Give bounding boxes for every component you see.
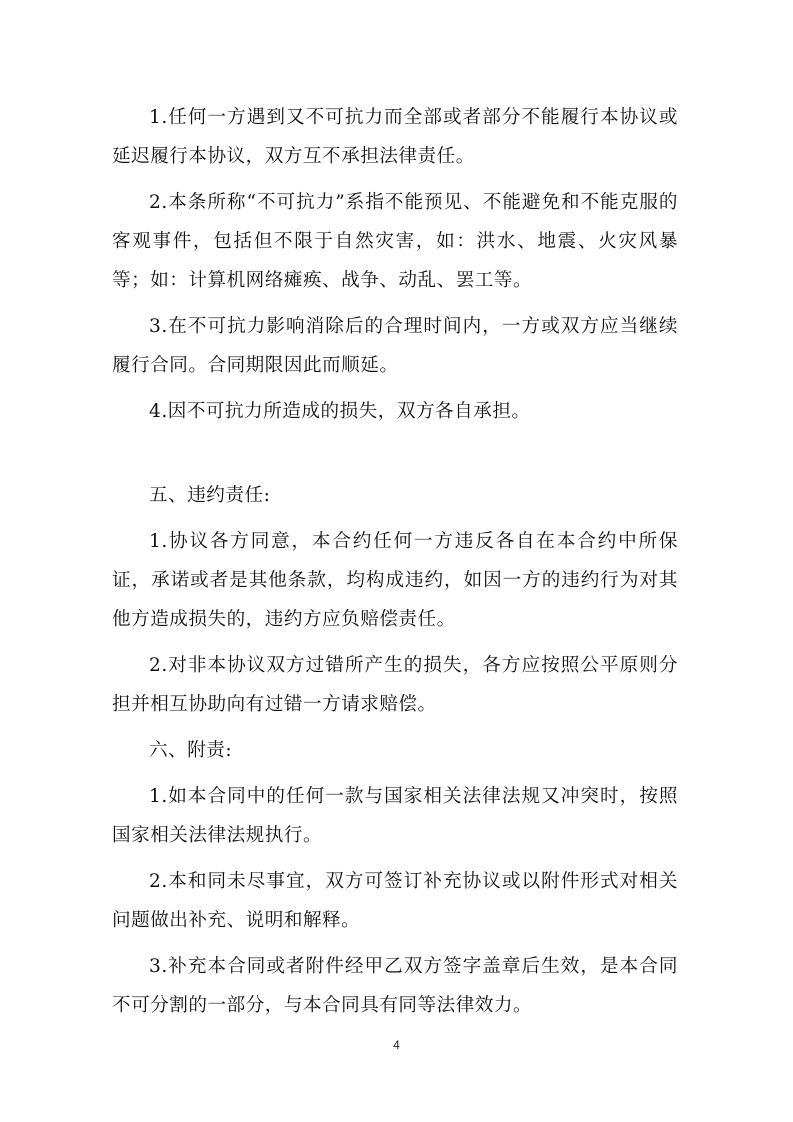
force-majeure-clause-3: 3.在不可抗力影响消除后的合理时间内，一方或双方应当继续履行合同。合同期限因此而顺延。 bbox=[112, 316, 678, 376]
section-spacing bbox=[112, 438, 678, 476]
appendix-clause-1: 1.如本合同中的任何一款与国家相关法律法规又冲突时，按照国家相关法律法规执行。 bbox=[112, 786, 678, 846]
breach-clause-1: 1.协议各方同意，本合约任何一方违反各自在本合约中所保证，承诺或者是其他条款，均构成违约，如因一方的违约行为对其他方造成损失的，违约方应负赔偿责任。 bbox=[112, 531, 678, 630]
appendix-clause-2: 2.本和同未尽事宜，双方可签订补充协议或以附件形式对相关问题做出补充、说明和解释。 bbox=[112, 871, 678, 931]
section-heading-breach: 五、违约责任: bbox=[149, 485, 271, 506]
appendix-clause-3: 3.补充本合同或者附件经甲乙双方签字盖章后生效，是本合同不可分割的一部分，与本合同具有同等法律效力。 bbox=[112, 956, 678, 1016]
breach-clause-2: 2.对非本协议双方过错所产生的损失，各方应按照公平原则分担并相互协助向有过错一方请求赔偿。 bbox=[112, 655, 678, 715]
force-majeure-clause-4: 4.因不可抗力所造成的损失，双方各自承担。 bbox=[149, 401, 531, 422]
page-number: 4 bbox=[393, 1038, 400, 1052]
force-majeure-clause-2: 2.本条所称“不可抗力”系指不能预见、不能避免和不能克服的客观事件，包括但不限于自然灾害，如：洪水、地震、火灾风暴等；如：计算机网络瘫痪、战争、动乱、罢工等。 bbox=[112, 192, 678, 291]
section-heading-appendix: 六、附责: bbox=[149, 740, 233, 761]
force-majeure-clause-1: 1.任何一方遇到又不可抗力而全部或者部分不能履行本协议或延迟履行本协议，双方互不承担法律责任。 bbox=[112, 107, 678, 167]
document-body bbox=[112, 98, 678, 1032]
